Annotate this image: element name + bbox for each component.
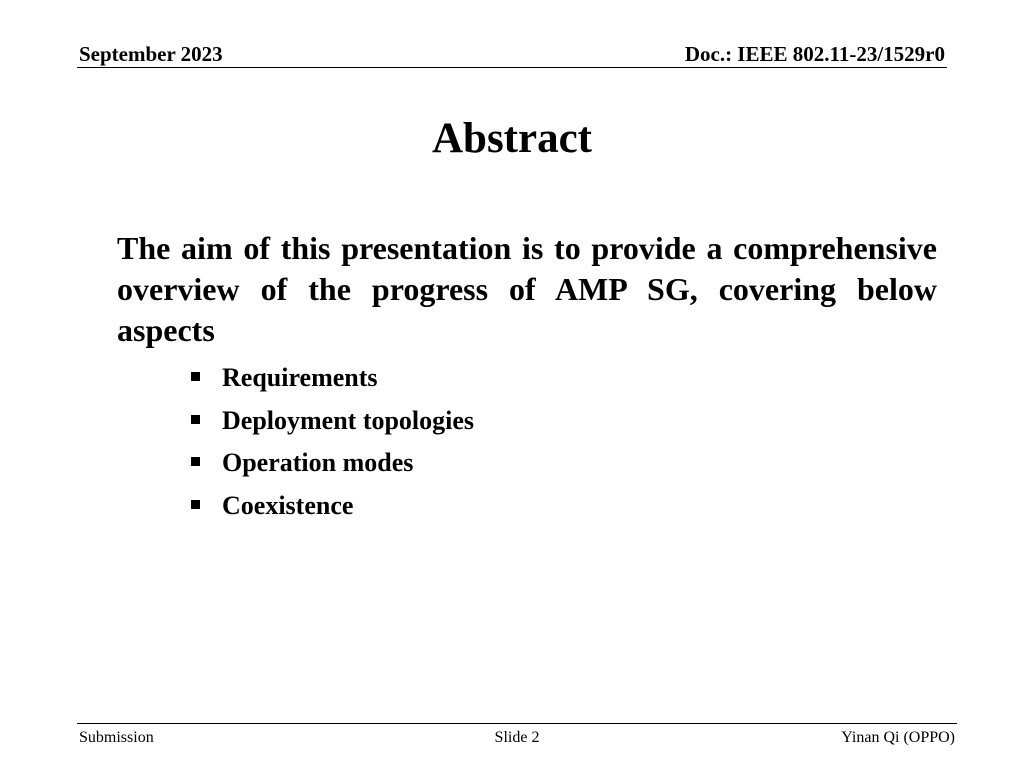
square-bullet-icon — [191, 372, 200, 381]
list-item-label: Requirements — [222, 363, 378, 392]
square-bullet-icon — [191, 500, 200, 509]
list-item — [190, 485, 474, 528]
footer-submission: Submission — [79, 729, 154, 746]
header-divider — [77, 67, 947, 68]
abstract-body: The aim of this presentation is to provide a comprehensive overview of the progress of AMP SG, covering below aspects — [117, 230, 937, 348]
footer-author: Yinan Qi (OPPO) — [841, 729, 955, 746]
list-item — [190, 400, 474, 443]
list-item-label: Coexistence — [222, 490, 354, 520]
footer-slide-number: Slide 2 — [494, 729, 540, 746]
slide-title: Abstract — [431, 115, 592, 162]
header-date: September 2023 — [79, 42, 223, 66]
header-doc-id: Doc.: IEEE 802.11-23/1529r0 — [684, 42, 945, 66]
list-item-label: Deployment topologies — [222, 405, 475, 435]
list-item-label: Operation modes — [222, 448, 414, 477]
list-item — [190, 442, 474, 485]
aspect-list — [190, 357, 474, 527]
list-item — [190, 357, 474, 400]
square-bullet-icon — [191, 415, 200, 424]
square-bullet-icon — [191, 457, 200, 466]
footer-divider — [77, 723, 957, 724]
